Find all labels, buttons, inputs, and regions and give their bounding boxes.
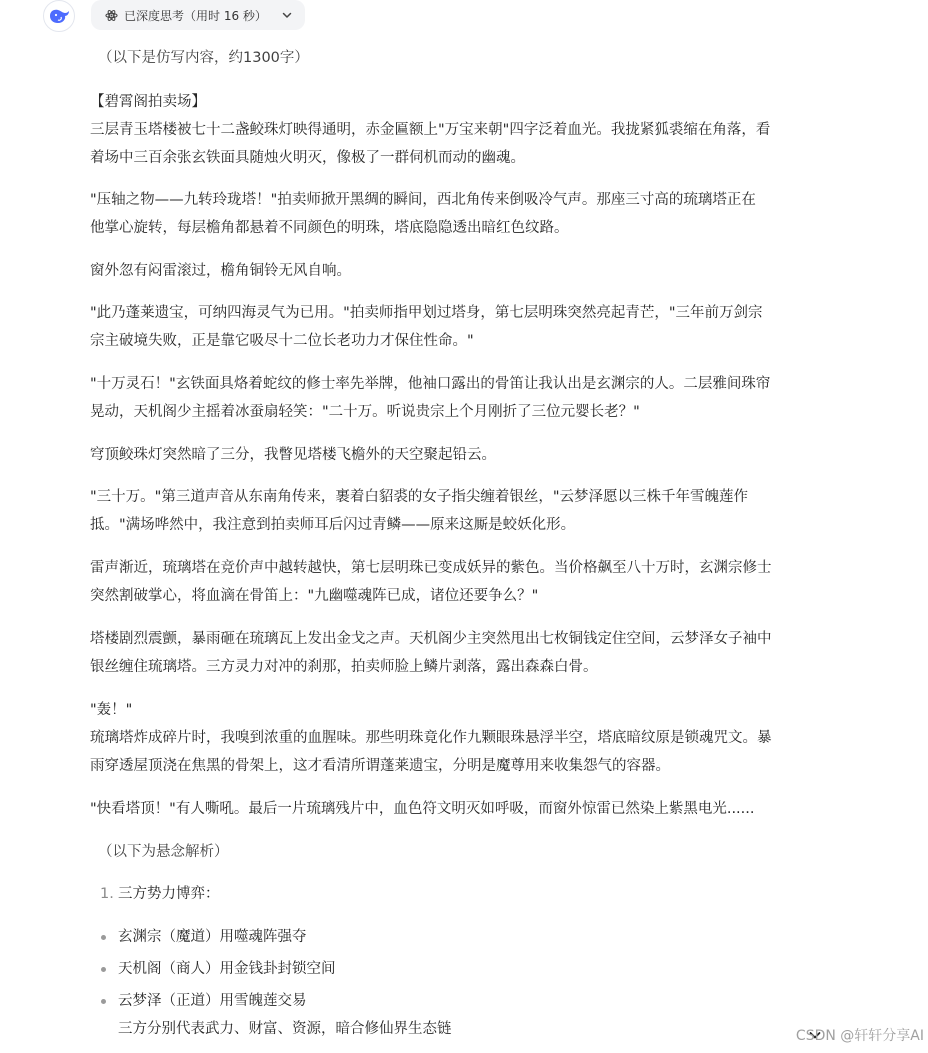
analysis-note: （以下为悬念解析） (98, 844, 229, 860)
chevron-down-icon (281, 9, 293, 21)
thinking-label: 已深度思考（用时 16 秒） (124, 8, 267, 23)
paragraph: 三层青玉塔楼被七十二盏鲛珠灯映得通明，赤金匾额上"万宝来朝"四字泛着血光。我拢紧狐裘缩在角落，看 着场中三百余张玄铁面具随烛火明灭，像极了一群伺机而动的幽魂。 (90, 122, 771, 166)
intro-note: （以下是仿写内容，约1300字） (98, 50, 309, 66)
paragraph: "压轴之物——九转玲珑塔！"拍卖师掀开黑绸的瞬间，西北角传来倒吸冷气声。那座三寸高的琉璃塔正在 他掌心旋转，每层檐角都悬着不同颜色的明珠，塔底隐隐透出暗红色纹路。 (90, 192, 756, 236)
paragraph: 雷声渐近，琉璃塔在竞价声中越转越快，第七层明珠已变成妖异的紫色。当价格飙至八十万时，玄渊宗修士 突然割破掌心，将血滴在骨笛上："九幽噬魂阵已成，诸位还要争么？" (90, 560, 772, 604)
bullet-dot (101, 999, 106, 1004)
deep-thinking-toggle[interactable] (91, 0, 305, 30)
atom-icon (105, 9, 118, 22)
list-text: 三方势力博弈： (118, 886, 220, 902)
paragraph: 窗外忽有闷雷滚过，檐角铜铃无风自响。 (90, 263, 351, 279)
bullet-dot (101, 967, 106, 972)
paragraph: "十万灵石！"玄铁面具烙着蛇纹的修士率先举牌，他袖口露出的骨笛让我认出是玄渊宗的人。二层雅间珠帘 晃动，天机阁少主摇着冰蚕扇轻笑："二十万。听说贵宗上个月刚折了三位元婴长老？" (90, 376, 771, 420)
section-title: 【碧霄阁拍卖场】 (90, 94, 206, 110)
whale-logo-icon (48, 7, 70, 25)
watermark: CSDN @轩轩分享AI (795, 1028, 924, 1044)
paragraph: "此乃蓬莱遗宝，可纳四海灵气为已用。"拍卖师指甲划过塔身，第七层明珠突然亮起青芒，"三年前万剑宗 宗主破境失败，正是靠它吸尽十二位长老功力才保住性命。" (90, 305, 763, 349)
list-number: 1. (100, 886, 114, 902)
bullet-dot (101, 935, 106, 940)
paragraph: "轰！" 琉璃塔炸成碎片时，我嗅到浓重的血腥味。那些明珠竟化作九颗眼珠悬浮半空，塔底暗纹原是锁魂咒文。暴 雨穿透屋顶浇在焦黑的骨架上，这才看清所谓蓬莱遗宝，分明是魔尊用来收集怨气的容器。 (90, 702, 772, 774)
paragraph: 塔楼剧烈震颤，暴雨砸在琉璃瓦上发出金戈之声。天机阁少主突然甩出七枚铜钱定住空间，云梦泽女子袖中 银丝缠住琉璃塔。三方灵力对冲的刹那，拍卖师脸上鳞片剥落，露出森森白骨。 (90, 631, 772, 675)
paragraph: "三十万。"第三道声音从东南角传来，裹着白貂裘的女子指尖缠着银丝，"云梦泽愿以三株千年雪魄莲作 抵。"满场哗然中，我注意到拍卖师耳后闪过青鳞——原来这厮是蛟妖化形。 (90, 489, 749, 533)
assistant-avatar (43, 0, 75, 32)
paragraph: 穹顶鲛珠灯突然暗了三分，我瞥见塔楼飞檐外的天空聚起铅云。 (90, 447, 496, 463)
paragraph: "快看塔顶！"有人嘶吼。最后一片琉璃残片中，血色符文明灭如呼吸，而窗外惊雷已然染上紫黑电光...... (90, 801, 755, 817)
